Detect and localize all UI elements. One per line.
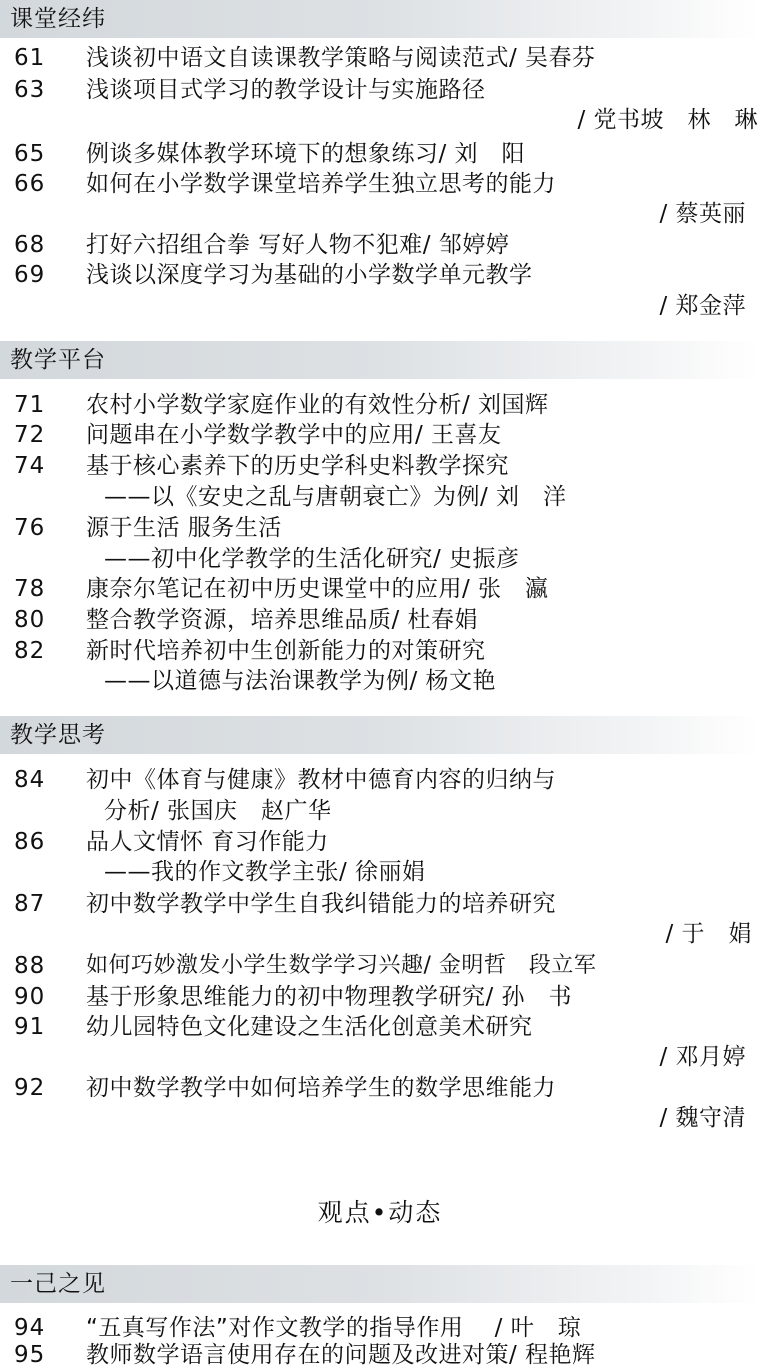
subtitle-line [0,796,760,826]
list-item[interactable] [0,139,760,169]
article-title: 农村小学数学家庭作业的有效性分析/ 刘国辉 [86,392,549,418]
center-heading: 观点•动态 [317,1198,443,1227]
list-item[interactable] [0,513,760,543]
page-number: 72 [14,422,46,448]
page-number: 94 [14,1315,46,1341]
article-title: 初中数学教学中如何培养学生的数学思维能力 [86,1075,556,1101]
page-number: 76 [14,515,46,541]
article-author: / 于 娟 [665,921,752,947]
page-number: 95 [14,1342,46,1368]
subtitle-line [0,857,760,887]
author-line [0,291,760,321]
list-item[interactable] [0,390,760,420]
author-line [0,919,760,949]
list-item[interactable] [0,827,760,857]
section-band-yiji-zhijian [0,1265,760,1303]
article-title: 品人文情怀 育习作能力 [86,829,329,855]
author-line [0,1042,760,1072]
page-number: 61 [14,45,46,71]
article-title: 基于形象思维能力的初中物理教学研究/ 孙 书 [86,984,573,1010]
article-title: 教师数学语言使用存在的问题及改进对策/ 程艳辉 [86,1342,596,1368]
article-subtitle: 分析/ 张国庆 赵广华 [104,798,332,824]
subtitle-line [0,482,760,512]
article-author: / 党书坡 林 琳 [577,107,758,133]
list-item[interactable] [0,169,760,199]
page-number: 69 [14,262,46,288]
list-item[interactable] [0,1012,760,1042]
article-title: “五真写作法”对作文教学的指导作用 / 叶 琼 [86,1315,582,1341]
page-number: 68 [14,232,46,258]
list-item[interactable] [0,636,760,666]
page-number: 90 [14,984,46,1010]
article-title: 浅谈初中语文自读课教学策略与阅读范式/ 吴春芬 [86,45,596,71]
section-band-jiaoxue-sikao [0,716,760,754]
article-title: 初中数学教学中学生自我纠错能力的培养研究 [86,891,556,917]
article-title: 问题串在小学数学教学中的应用/ 王喜友 [86,422,502,448]
list-item[interactable] [0,230,760,260]
page-number: 91 [14,1014,46,1040]
list-item[interactable] [0,982,760,1012]
page-number: 63 [14,77,46,103]
article-title: 例谈多媒体教学环境下的想象练习/ 刘 阳 [86,141,526,167]
page-number: 88 [14,953,46,979]
page-number: 84 [14,767,46,793]
section-title: 教学平台 [10,347,106,373]
list-item[interactable] [0,765,760,795]
list-item[interactable] [0,260,760,290]
article-title: 如何在小学数学课堂培养学生独立思考的能力 [86,171,556,197]
page-number: 80 [14,607,46,633]
list-item[interactable] [0,574,760,604]
list-item[interactable] [0,889,760,919]
page-number: 87 [14,891,46,917]
article-title: 新时代培养初中生创新能力的对策研究 [86,638,486,664]
page-number: 82 [14,638,46,664]
section-title: 课堂经纬 [10,6,106,32]
page-number: 71 [14,392,46,418]
list-item[interactable] [0,605,760,635]
article-title: 康奈尔笔记在初中历史课堂中的应用/ 张 瀛 [86,576,549,602]
article-author: / 郑金萍 [659,293,746,319]
article-subtitle: ——以道德与法治课教学为例/ 杨文艳 [104,668,497,694]
article-title: 打好六招组合拳 写好人物不犯难/ 邹婷婷 [86,232,510,258]
list-item[interactable] [0,1313,760,1343]
section-band-jiaoxue-pingtai [0,341,760,379]
page-number: 86 [14,829,46,855]
section-title: 一己之见 [10,1271,106,1297]
article-author: / 蔡英丽 [659,201,746,227]
list-item[interactable] [0,451,760,481]
article-author: / 魏守清 [659,1105,746,1131]
list-item[interactable] [0,1340,760,1370]
list-item[interactable] [0,420,760,450]
article-subtitle: ——我的作文教学主张/ 徐丽娟 [104,859,426,885]
page-number: 74 [14,453,46,479]
author-line [0,199,760,229]
article-title: 初中《体育与健康》教材中德育内容的归纳与 [86,767,556,793]
list-item[interactable] [0,43,760,73]
article-author: / 邓月婷 [659,1044,746,1070]
article-subtitle: ——初中化学教学的生活化研究/ 史振彦 [104,546,520,572]
article-subtitle: ——以《安史之乱与唐朝衰亡》为例/ 刘 洋 [104,484,567,510]
list-item[interactable] [0,951,760,981]
section-title: 教学思考 [10,722,106,748]
article-title: 源于生活 服务生活 [86,515,282,541]
list-item[interactable] [0,75,760,105]
article-title: 整合教学资源，培养思维品质/ 杜春娟 [86,607,479,633]
article-title: 如何巧妙激发小学生数学学习兴趣/ 金明哲 段立军 [86,953,597,978]
subtitle-line [0,666,760,696]
page-number: 92 [14,1075,46,1101]
article-title: 浅谈以深度学习为基础的小学数学单元教学 [86,262,533,288]
article-title: 基于核心素养下的历史学科史料教学探究 [86,453,509,479]
page-number: 66 [14,171,46,197]
page-number: 65 [14,141,46,167]
list-item[interactable] [0,1073,760,1103]
section-band-ketang [0,0,760,38]
article-title: 浅谈项目式学习的教学设计与实施路径 [86,77,486,103]
subtitle-line [0,544,760,574]
page-number: 78 [14,576,46,602]
author-line [0,105,760,135]
author-line [0,1103,760,1133]
article-title: 幼儿园特色文化建设之生活化创意美术研究 [86,1014,533,1040]
